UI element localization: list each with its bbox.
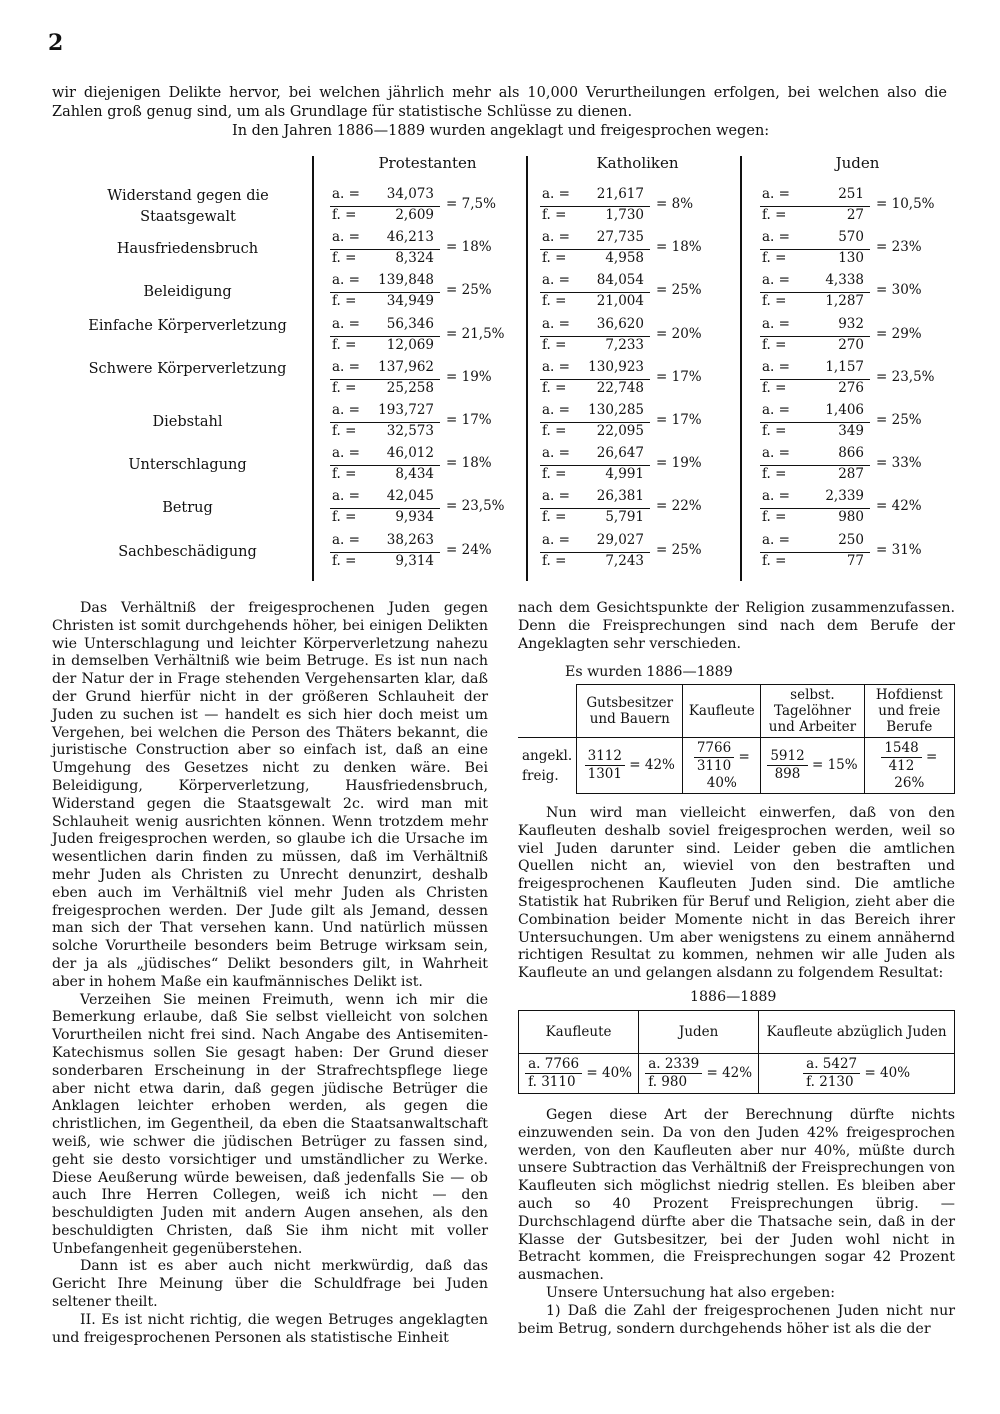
paragraph: Unsere Untersuchung hat also ergeben: <box>546 1284 835 1301</box>
group-header-katholiken: Katholiken <box>596 154 679 172</box>
paragraph: nach dem Gesichtspunkte der Religion zusammenzufassen. Denn die Freisprechungen sind nach dem Berufe der Angeklagten sehr verschieden. <box>518 600 955 652</box>
crime-cell: a. = 26,381 f. = 5,791 = 22% <box>542 488 702 526</box>
crime-cell: a. = 4,338 f. = 1,287 = 30% <box>762 272 922 310</box>
table2-cell: $\frac{a. 7766}{f. 3110}$ = 40% <box>519 1054 639 1094</box>
crime-cell: a. = 36,620 f. = 7,233 = 20% <box>542 315 702 353</box>
crime-cell: a. = 84,054 f. = 21,004 = 25% <box>542 272 702 310</box>
right-column-middle <box>518 805 955 983</box>
paragraph: Gegen diese Art der Berechnung dürfte nichts einzuwenden sein. Da von den Juden 42% freigesprochen werden, von den Kaufleuten aber nur 40%, müßte durch unsere Subtraction das Verhältniß der Freisprechungen von Kaufleuten sich möglichst niedrig stellen. Es bleiben aber auch so 40 Prozent Freisprechungen übrig. — Durchschlagend dürfte aber die Thatsache sein, daß in der Klasse der Gutsbesitzer, bei der Juden wohl nicht in Betracht kommen, die Freisprechungen sogar 42 Prozent ausmachen. <box>518 1107 955 1284</box>
column-rule <box>740 156 742 581</box>
crime-cell: a. = 56,346 f. = 12,069 = 21,5% <box>332 315 505 353</box>
table2-header: Kaufleute abzüglich Juden <box>759 1011 955 1054</box>
crime-cell: a. = 34,073 f. = 2,609 = 7,5% <box>332 186 496 223</box>
crime-cell: a. = 251 f. = 27 = 10,5% <box>762 186 935 223</box>
paragraph: II. Es ist nicht richtig, die wegen Betruges angeklagten und freigesprochenen Personen als statistische Einheit <box>52 1311 488 1346</box>
group-header-juden: Juden <box>835 154 880 172</box>
crime-cell: a. = 27,735 f. = 4,958 = 18% <box>542 229 702 267</box>
crime-cell: a. = 137,962 f. = 25,258 = 19% <box>332 358 492 396</box>
crime-cell: a. = 193,727 f. = 32,573 = 17% <box>332 402 492 439</box>
crime-cell: a. = 570 f. = 130 = 23% <box>762 229 922 267</box>
crime-label: Betrug <box>162 500 213 517</box>
crime-cell: a. = 1,406 f. = 349 = 25% <box>762 402 922 439</box>
row-label: angekl. <box>522 747 573 764</box>
table2-caption: 1886—1889 <box>690 989 777 1005</box>
intro-table-lead: In den Jahren 1886—1889 wurden angeklagt und freigesprochen wegen: <box>232 123 770 139</box>
crime-cell: a. = 2,339 f. = 980 = 42% <box>762 488 922 526</box>
page-number: 2 <box>48 30 64 56</box>
table1-header: Kaufleute <box>683 685 761 738</box>
group-header-protestanten: Protestanten <box>378 154 477 172</box>
crime-cell: a. = 29,027 f. = 7,243 = 25% <box>542 531 702 569</box>
crime-cell: a. = 1,157 f. = 276 = 23,5% <box>762 358 935 396</box>
paragraph: Nun wird man vielleicht einwerfen, daß von den Kaufleuten deshalb soviel freigesprochen werden, weil so viel Juden darunter sind. Leider geben die amtlichen Quellen nicht an, wieviel von den bestraften und freigesprochenen Kaufleuten Juden sind. Die amtliche Statistik hat Rubriken für Beruf und Religion, zieht aber die Combination beider Momente nicht in das Bereich ihrer Untersuchungen. Um aber wenigstens zu einem annähernd richtigen Resultat zu kommen, nehmen wir alle Juden als Kaufleute an und gelangen alsdann zu folgendem Resultat: <box>518 805 955 982</box>
crime-cell: a. = 42,045 f. = 9,934 = 23,5% <box>332 488 505 526</box>
row-label: freig. <box>522 767 559 784</box>
crime-cell: a. = 46,213 f. = 8,324 = 18% <box>332 229 492 267</box>
crime-cell: a. = 26,647 f. = 4,991 = 19% <box>542 445 702 483</box>
crime-cell: a. = 866 f. = 287 = 33% <box>762 445 922 483</box>
crime-cell: a. = 38,263 f. = 9,314 = 24% <box>332 531 492 569</box>
right-column-bottom <box>518 1107 955 1338</box>
crime-label: Beleidigung <box>143 284 232 301</box>
table2-cell: $\frac{a. 5427}{f. 2130}$ = 40% <box>759 1054 955 1094</box>
right-column-top <box>518 600 955 653</box>
crime-cell: a. = 46,012 f. = 8,434 = 18% <box>332 445 492 483</box>
crime-cell: a. = 130,923 f. = 22,748 = 17% <box>542 358 702 396</box>
table1-header: Hofdienst und freie Berufe <box>864 685 954 738</box>
profession-table <box>518 684 955 794</box>
table1-cell: $\frac{5912}{898}$ = 15% <box>761 738 864 794</box>
crime-label: Hausfriedensbruch <box>116 241 259 258</box>
column-rule <box>526 156 528 581</box>
merchant-table <box>518 1010 955 1094</box>
table2-cell: $\frac{a. 2339}{f. 980}$ = 42% <box>639 1054 759 1094</box>
crime-label: Diebstahl <box>152 414 223 430</box>
intro <box>52 84 947 141</box>
crime-label: Unterschlagung <box>128 457 247 474</box>
crime-cell: a. = 130,285 f. = 22,095 = 17% <box>542 402 702 439</box>
table1-header: selbst. Tagelöhner und Arbeiter <box>761 685 864 738</box>
table1-cell: $\frac{7766}{3110}$ = 40% <box>683 738 761 794</box>
table2-header: Kaufleute <box>519 1011 639 1054</box>
left-column <box>52 600 488 1347</box>
crime-cell: a. = 932 f. = 270 = 29% <box>762 315 922 353</box>
column-rule <box>312 156 314 581</box>
table1-caption: Es wurden 1886—1889 <box>565 664 733 680</box>
table1-cell: $\frac{3112}{1301}$ = 42% <box>577 738 683 794</box>
crime-cell: a. = 139,848 f. = 34,949 = 25% <box>332 272 492 310</box>
table2-header: Juden <box>639 1011 759 1054</box>
table1-header: Gutsbesitzer und Bauern <box>577 685 683 738</box>
intro-paragraph: wir diejenigen Delikte hervor, bei welchen jährlich mehr als 10,000 Verurtheilungen erfolgen, bei welchen also die Zahlen groß genug sind, um als Grundlage für statistische Schlüsse zu dienen. <box>52 85 947 120</box>
crime-cell: a. = 21,617 f. = 1,730 = 8% <box>542 186 694 223</box>
crime-cell: a. = 250 f. = 77 = 31% <box>762 531 922 569</box>
paragraph: Verzeihen Sie meinen Freimuth, wenn ich mir die Bemerkung erlaube, daß Sie selbst vielleicht von solchen Vorurtheilen nicht frei sind. Nach Angabe des Antisemiten-Katechismus sollen Sie gesagt haben: Der Grund dieser sonderbaren Erscheinung in der Strafrechtspflege liege aber nicht etwa darin, daß gegen jüdische Betrüger die Anklagen leichter erhoben werden, als gegen die christlichen, im Gegentheil, da eben die Staatsanwaltschaft weiß, wie schwer die jüdischen Betrüger zu fassen sind, geht sie desto vorsichtiger und umständlicher zu Werke. Diese Aeußerung würde beweisen, daß jedenfalls Sie — ob auch Ihre Herren Collegen, weiß ich nicht — den beschuldigten Juden mit andern Augen ansehen, als den beschuldigten Christen, daß Sie ihm nicht mit voller Unbefangenheit gegenüberstehen. <box>52 991 488 1257</box>
table1-cell: $\frac{1548}{412}$ = 26% <box>864 738 954 794</box>
paragraph: 1) Daß die Zahl der freigesprochenen Juden nicht nur beim Betrug, sondern durchgehends höher ist als die der <box>518 1302 955 1337</box>
crime-label: Sachbeschädigung <box>118 543 257 560</box>
crime-label: Schwere Körperverletzung <box>88 360 287 377</box>
crime-label: Einfache Körperverletzung <box>88 317 287 334</box>
crime-label: Widerstand gegen die Staatsgewalt <box>107 188 269 225</box>
paragraph: Dann ist es aber auch nicht merkwürdig, daß das Gericht Ihre Meinung über die Schuldfrage bei Juden seltener theilt. <box>52 1258 488 1311</box>
paragraph: Das Verhältniß der freigesprochenen Juden gegen Christen ist somit durchgehends höher, bei einigen Delikten wie Unterschlagung und leichter Körperverletzung nahezu in demselben Verhältniß wie beim Betruge. Es ist nun nach der Natur der in Frage stehenden Vergehensarten klar, daß der Grund hierfür nicht in der größeren Schlauheit der Juden zu suchen ist — handelt es sich hier doch meist um Vergehen, bei welchen die Person des Thäters bekannt, die juristische Construction aber so einfach ist, daß an eine Umgehung des Gesetzes nicht zu denken wäre. Bei Beleidigung, Körperverletzung, Hausfriedensbruch, Widerstand gegen die Staatsgewalt 2c. wird man mit Schlauheit wenig ausrichten können. Wenn trotzdem mehr Juden freigesprochen werden, so glaube ich die Ursache im wesentlichen darin finden zu müssen, daß im Verhältniß mehr Juden als Christen zu Unrecht denunzirt, deshalb eben auch im Verhältniß viel mehr Juden als Christen freigesprochen werden. Der Jude gilt als Jemand, dessen man sich der That versehen kann. Und natürlich müssen solche Vorurtheile besonders beim Betruge wirksam sein, der ja als „jüdisches“ Delikt besonders gilt, in Wahrheit aber in hohem Maße ein kaufmännisches Delikt ist. <box>52 600 488 990</box>
